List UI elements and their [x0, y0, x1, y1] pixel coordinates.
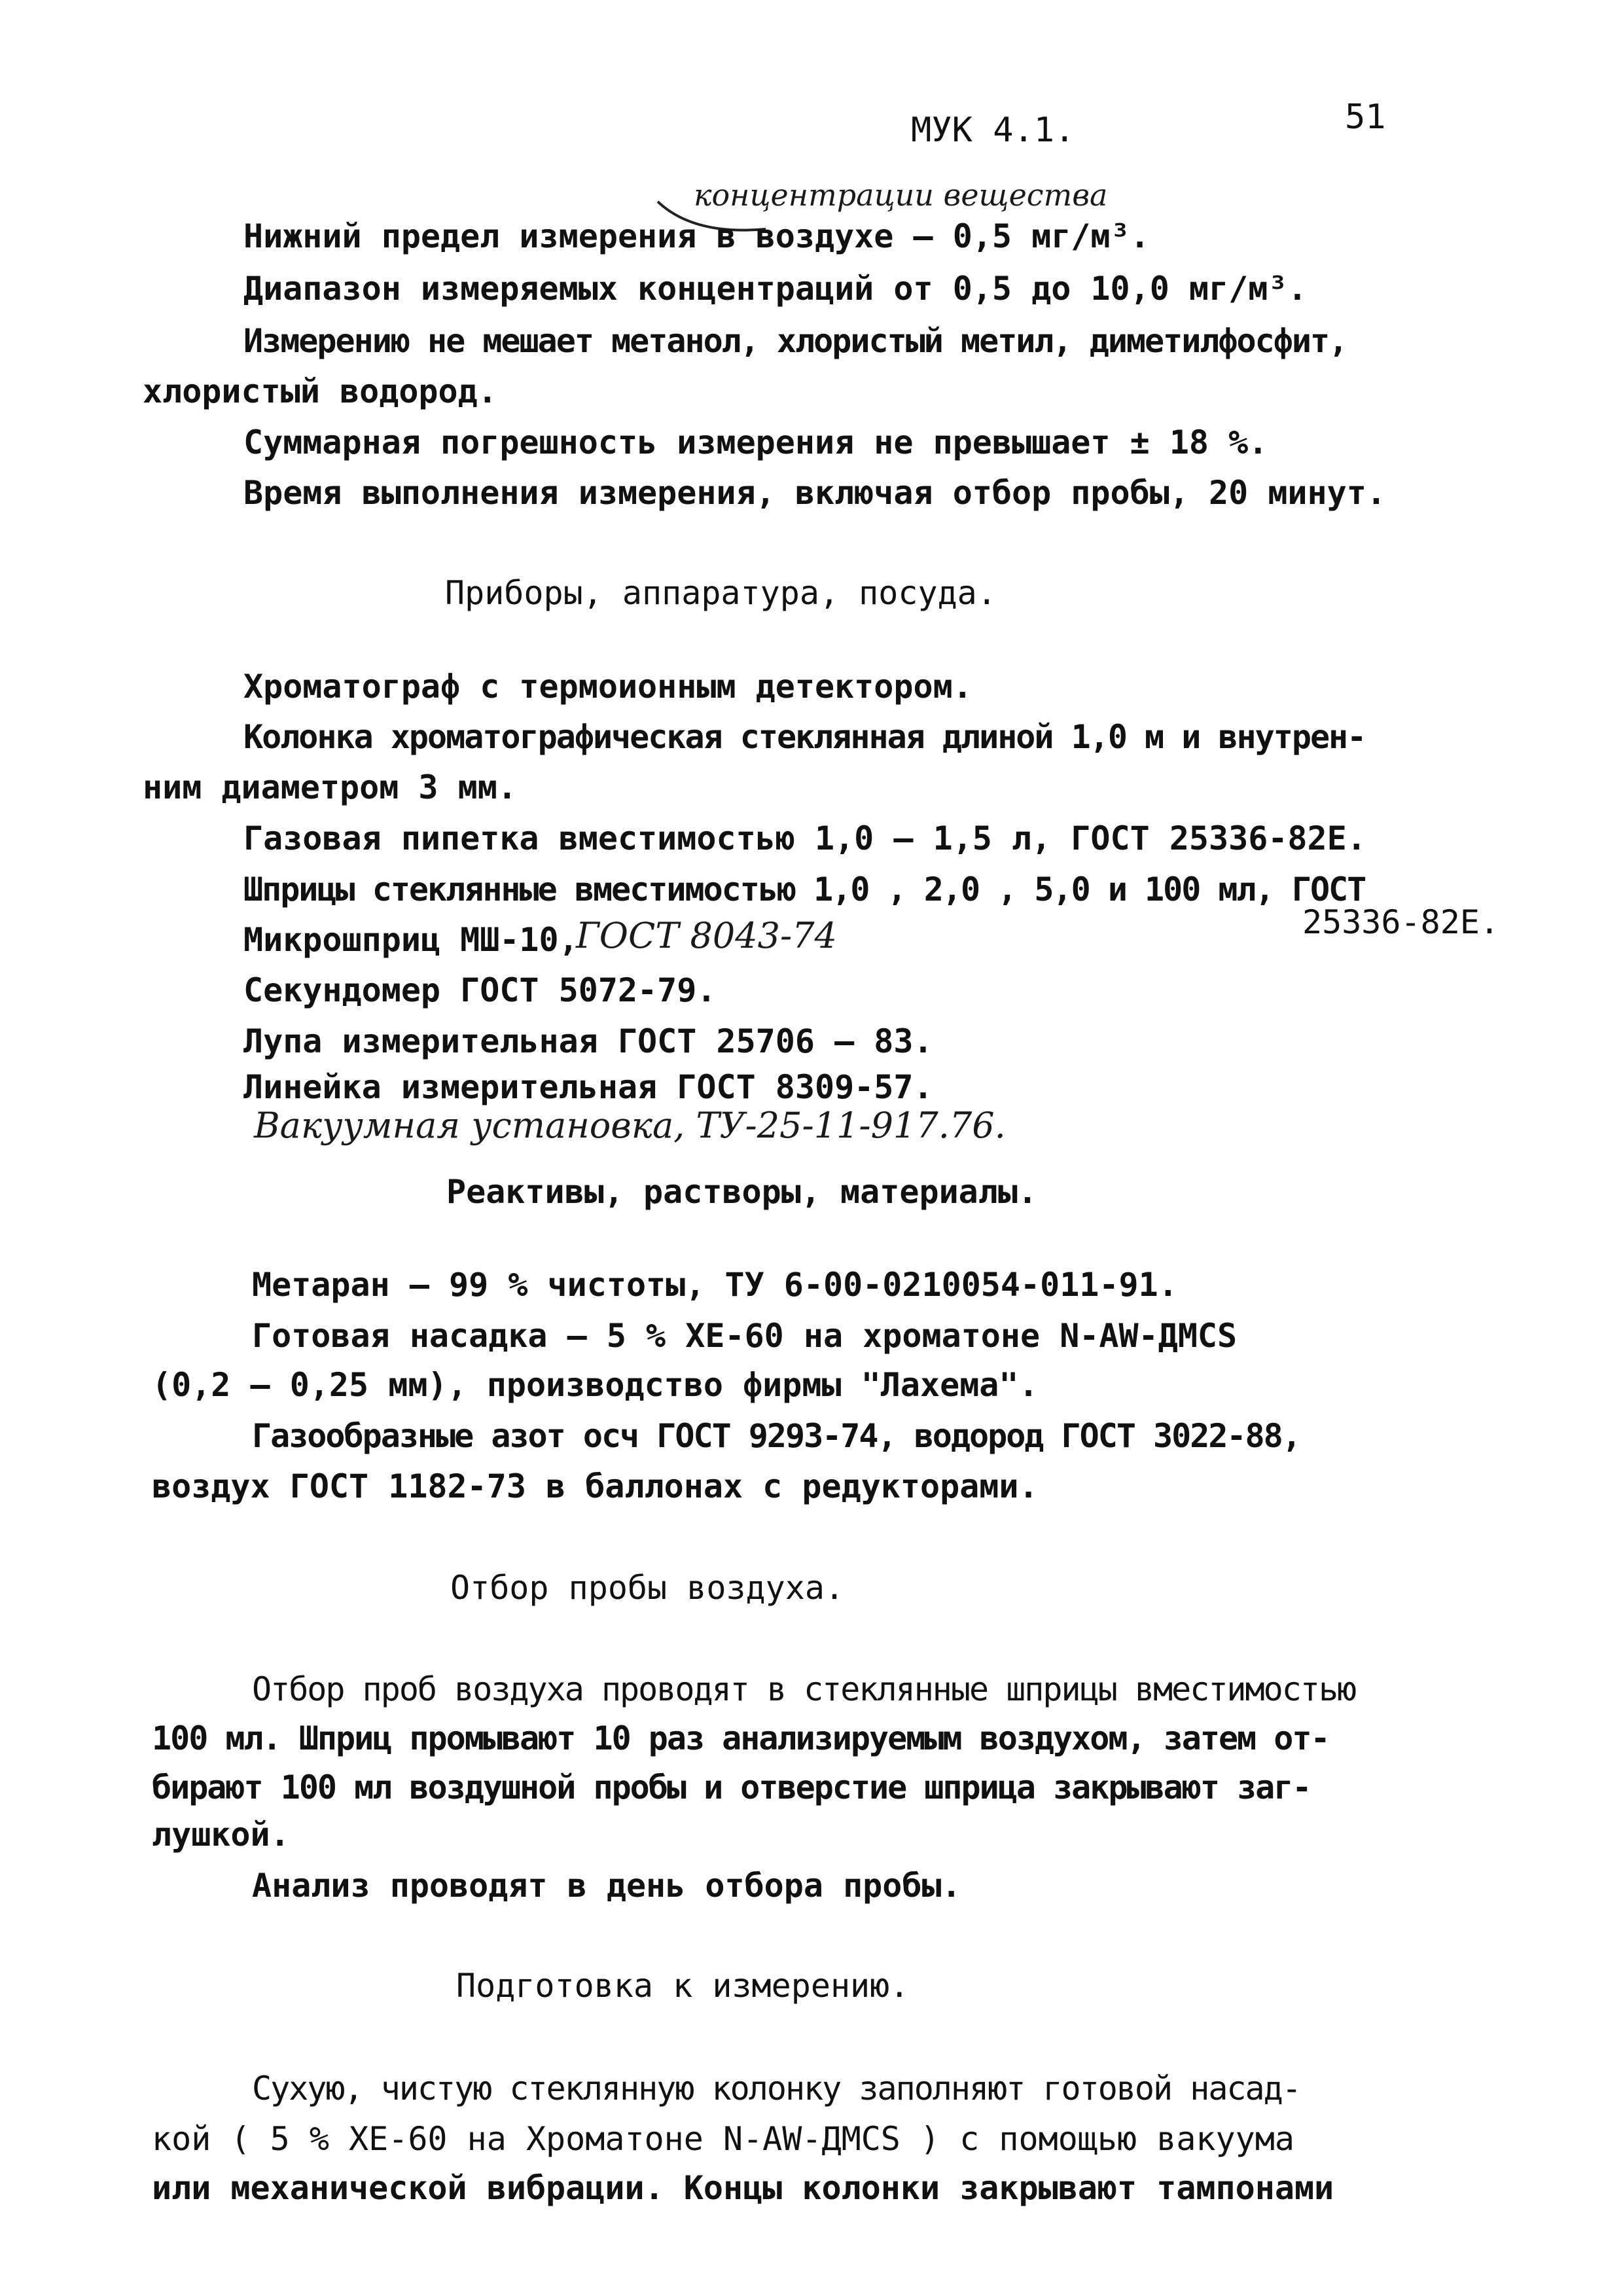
handwritten-insertion: концентрации вещества — [694, 177, 1108, 213]
reagent-line: Готовая насадка – 5 % ХЕ-60 на хроматоне N-AW-ДМСS — [252, 1317, 1238, 1355]
instrument-line: ним диаметром 3 мм. — [143, 768, 517, 806]
doc-code: МУК 4.1. — [911, 111, 1075, 150]
instrument-line: Газовая пипетка вместимостью 1,0 – 1,5 л, ГОСТ 25336-82Е. — [243, 819, 1366, 857]
instrument-line: Линейка измерительная ГОСТ 8309-57. — [243, 1068, 933, 1106]
instrument-line: Шприцы стеклянные вместимостью 1,0 , 2,0 , 5,0 и 100 мл, ГОСТ — [243, 870, 1366, 908]
sampling-line: Отбор проб воздуха проводят в стеклянные шприцы вместимостью — [252, 1670, 1356, 1708]
sampling-line: 100 мл. Шприц промывают 10 раз анализируемым воздухом, затем от- — [152, 1719, 1329, 1757]
paragraph-range: Диапазон измеряемых концентраций от 0,5 до 10,0 мг/м³. — [243, 270, 1308, 308]
section-title-instruments: Приборы, аппаратура, посуда. — [445, 574, 997, 612]
paragraph-time: Время выполнения измерения, включая отбор пробы, 20 минут. — [243, 474, 1386, 512]
sampling-line: лушкой. — [152, 1816, 290, 1854]
instrument-line: Секундомер ГОСТ 5072-79. — [243, 971, 717, 1009]
paragraph-lower-limit: Нижний предел измерения в воздухе – 0,5 мг/м³. — [243, 217, 1150, 255]
sampling-line: бирают 100 мл воздушной пробы и отверстие шприца закрывают заг- — [152, 1768, 1311, 1806]
instrument-line: Хроматограф с термоионным детектором. — [243, 668, 972, 706]
paragraph-error: Суммарная погрешность измерения не превышает ± 18 %. — [243, 423, 1268, 461]
section-title-reagents: Реактивы, растворы, материалы. — [446, 1173, 1038, 1211]
reagent-line: (0,2 – 0,25 мм), производство фирмы "Лахема". — [152, 1366, 1039, 1404]
paragraph-interference-1: Измерению не мешает метанол, хлористый метил, диметилфосфит, — [243, 322, 1347, 360]
preparation-line: или механической вибрации. Концы колонки закрывают тампонами — [152, 2169, 1334, 2207]
reagent-line: Газообразные азот осч ГОСТ 9293-74, водород ГОСТ 3022-88, — [252, 1417, 1300, 1455]
section-title-preparation: Подготовка к измерению. — [456, 1967, 910, 2005]
reagent-line: воздух ГОСТ 1182-73 в баллонах с редукторами. — [152, 1467, 1039, 1505]
instrument-line-continuation: 25336-82Е. — [1302, 903, 1500, 941]
section-title-sampling: Отбор пробы воздуха. — [450, 1569, 845, 1607]
reagent-line: Метаран – 99 % чистоты, ТУ 6-00-0210054-011-91. — [252, 1266, 1178, 1304]
instrument-line: Колонка хроматографическая стеклянная длиной 1,0 м и внутрен- — [243, 718, 1366, 756]
preparation-line: Сухую, чистую стеклянную колонку заполняют готовой насад- — [252, 2070, 1300, 2108]
page-number: 51 — [1345, 98, 1386, 137]
instrument-line: Микрошприц МШ-10, — [243, 921, 579, 959]
instrument-line: Лупа измерительная ГОСТ 25706 – 83. — [243, 1022, 933, 1060]
handwritten-gost: ГОСТ 8043-74 — [576, 915, 837, 956]
paragraph-interference-2: хлористый водород. — [143, 372, 497, 410]
handwritten-vacuum-line: Вакуумная установка, ТУ-25-11-917.76. — [254, 1105, 1006, 1146]
preparation-line: кой ( 5 % ХЕ-60 на Хроматоне N-AW-ДМСS ) с помощью вакуума — [152, 2120, 1294, 2158]
sampling-line: Анализ проводят в день отбора пробы. — [252, 1867, 961, 1905]
